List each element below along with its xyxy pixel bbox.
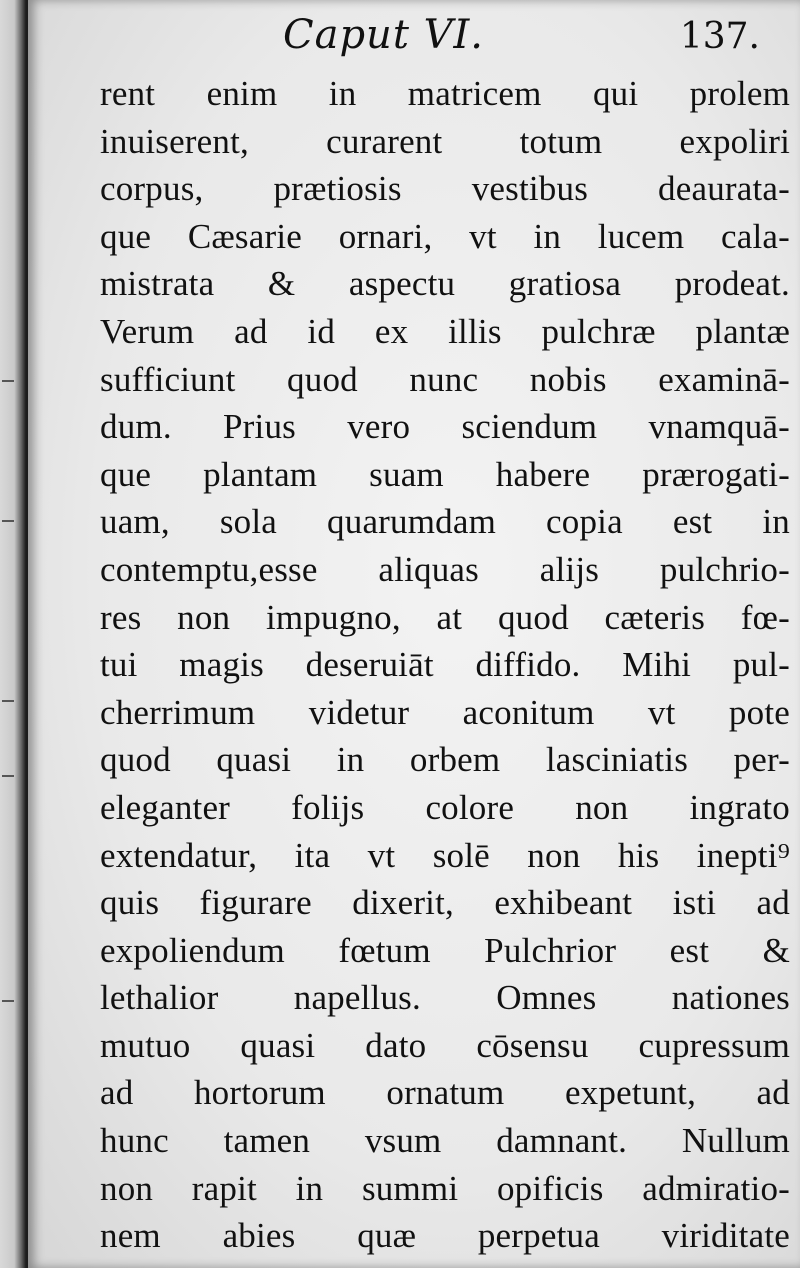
text-line: eleganter folijs colore non ingrato <box>100 787 790 827</box>
text-line: mutuo quasi dato cōsensu cupressum <box>100 1025 790 1065</box>
previous-page-edge <box>0 0 26 1268</box>
text-line: tui magis deseruiāt diffido. Mihi pul- <box>100 645 790 685</box>
text-line: sufficiunt quod nunc nobis examinā- <box>100 359 790 399</box>
page-number: 137. <box>679 16 760 57</box>
text-line: dum. Prius vero sciendum vnamquā- <box>100 407 790 447</box>
text-line: lethalior napellus. Omnes nationes <box>100 978 790 1018</box>
text-line: quod quasi in orbem lasciniatis per- <box>100 740 790 780</box>
margin-mark <box>2 775 14 777</box>
text-line: corpus, prætiosis vestibus deaurata- <box>100 169 790 209</box>
text-line: non rapit in summi opificis admiratio- <box>100 1168 790 1208</box>
text-line: Verum ad id ex illis pulchræ plantæ <box>100 311 790 351</box>
text-line: mistrata & aspectu gratiosa prodeat. <box>100 264 790 304</box>
margin-mark <box>2 380 14 382</box>
text-line: ad hortorum ornatum expetunt, ad <box>100 1073 790 1113</box>
chapter-title: Caput VI. <box>283 12 485 58</box>
text-line: inuiserent, curarent totum expoliri <box>100 121 790 161</box>
margin-mark <box>2 1000 14 1002</box>
text-line: nem abies quæ perpetua viriditate <box>100 1216 790 1256</box>
running-head <box>28 12 800 68</box>
text-line: extendatur, ita vt solē non his inepti⁹ <box>100 835 790 875</box>
text-line: que plantam suam habere prærogati- <box>100 454 790 494</box>
margin-mark <box>2 700 14 702</box>
text-line: rent enim in matricem qui prolem <box>100 74 790 113</box>
text-line: res non impugno, at quod cæteris fœ- <box>100 597 790 637</box>
text-line: hunc tamen vsum damnant. Nullum <box>100 1121 790 1161</box>
text-line: que Cæsarie ornari, vt in lucem cala- <box>100 216 790 256</box>
text-line: contemptu,esse aliquas alijs pulchrio- <box>100 549 790 589</box>
book-page <box>28 0 800 1268</box>
body-text <box>100 70 790 1260</box>
text-line: cherrimum videtur aconitum vt pote <box>100 692 790 732</box>
margin-mark <box>2 520 14 522</box>
text-line: quis figurare dixerit, exhibeant isti ad <box>100 883 790 923</box>
text-line: expoliendum fœtum Pulchrior est & <box>100 930 790 970</box>
text-line: uam, sola quarumdam copia est in <box>100 502 790 542</box>
